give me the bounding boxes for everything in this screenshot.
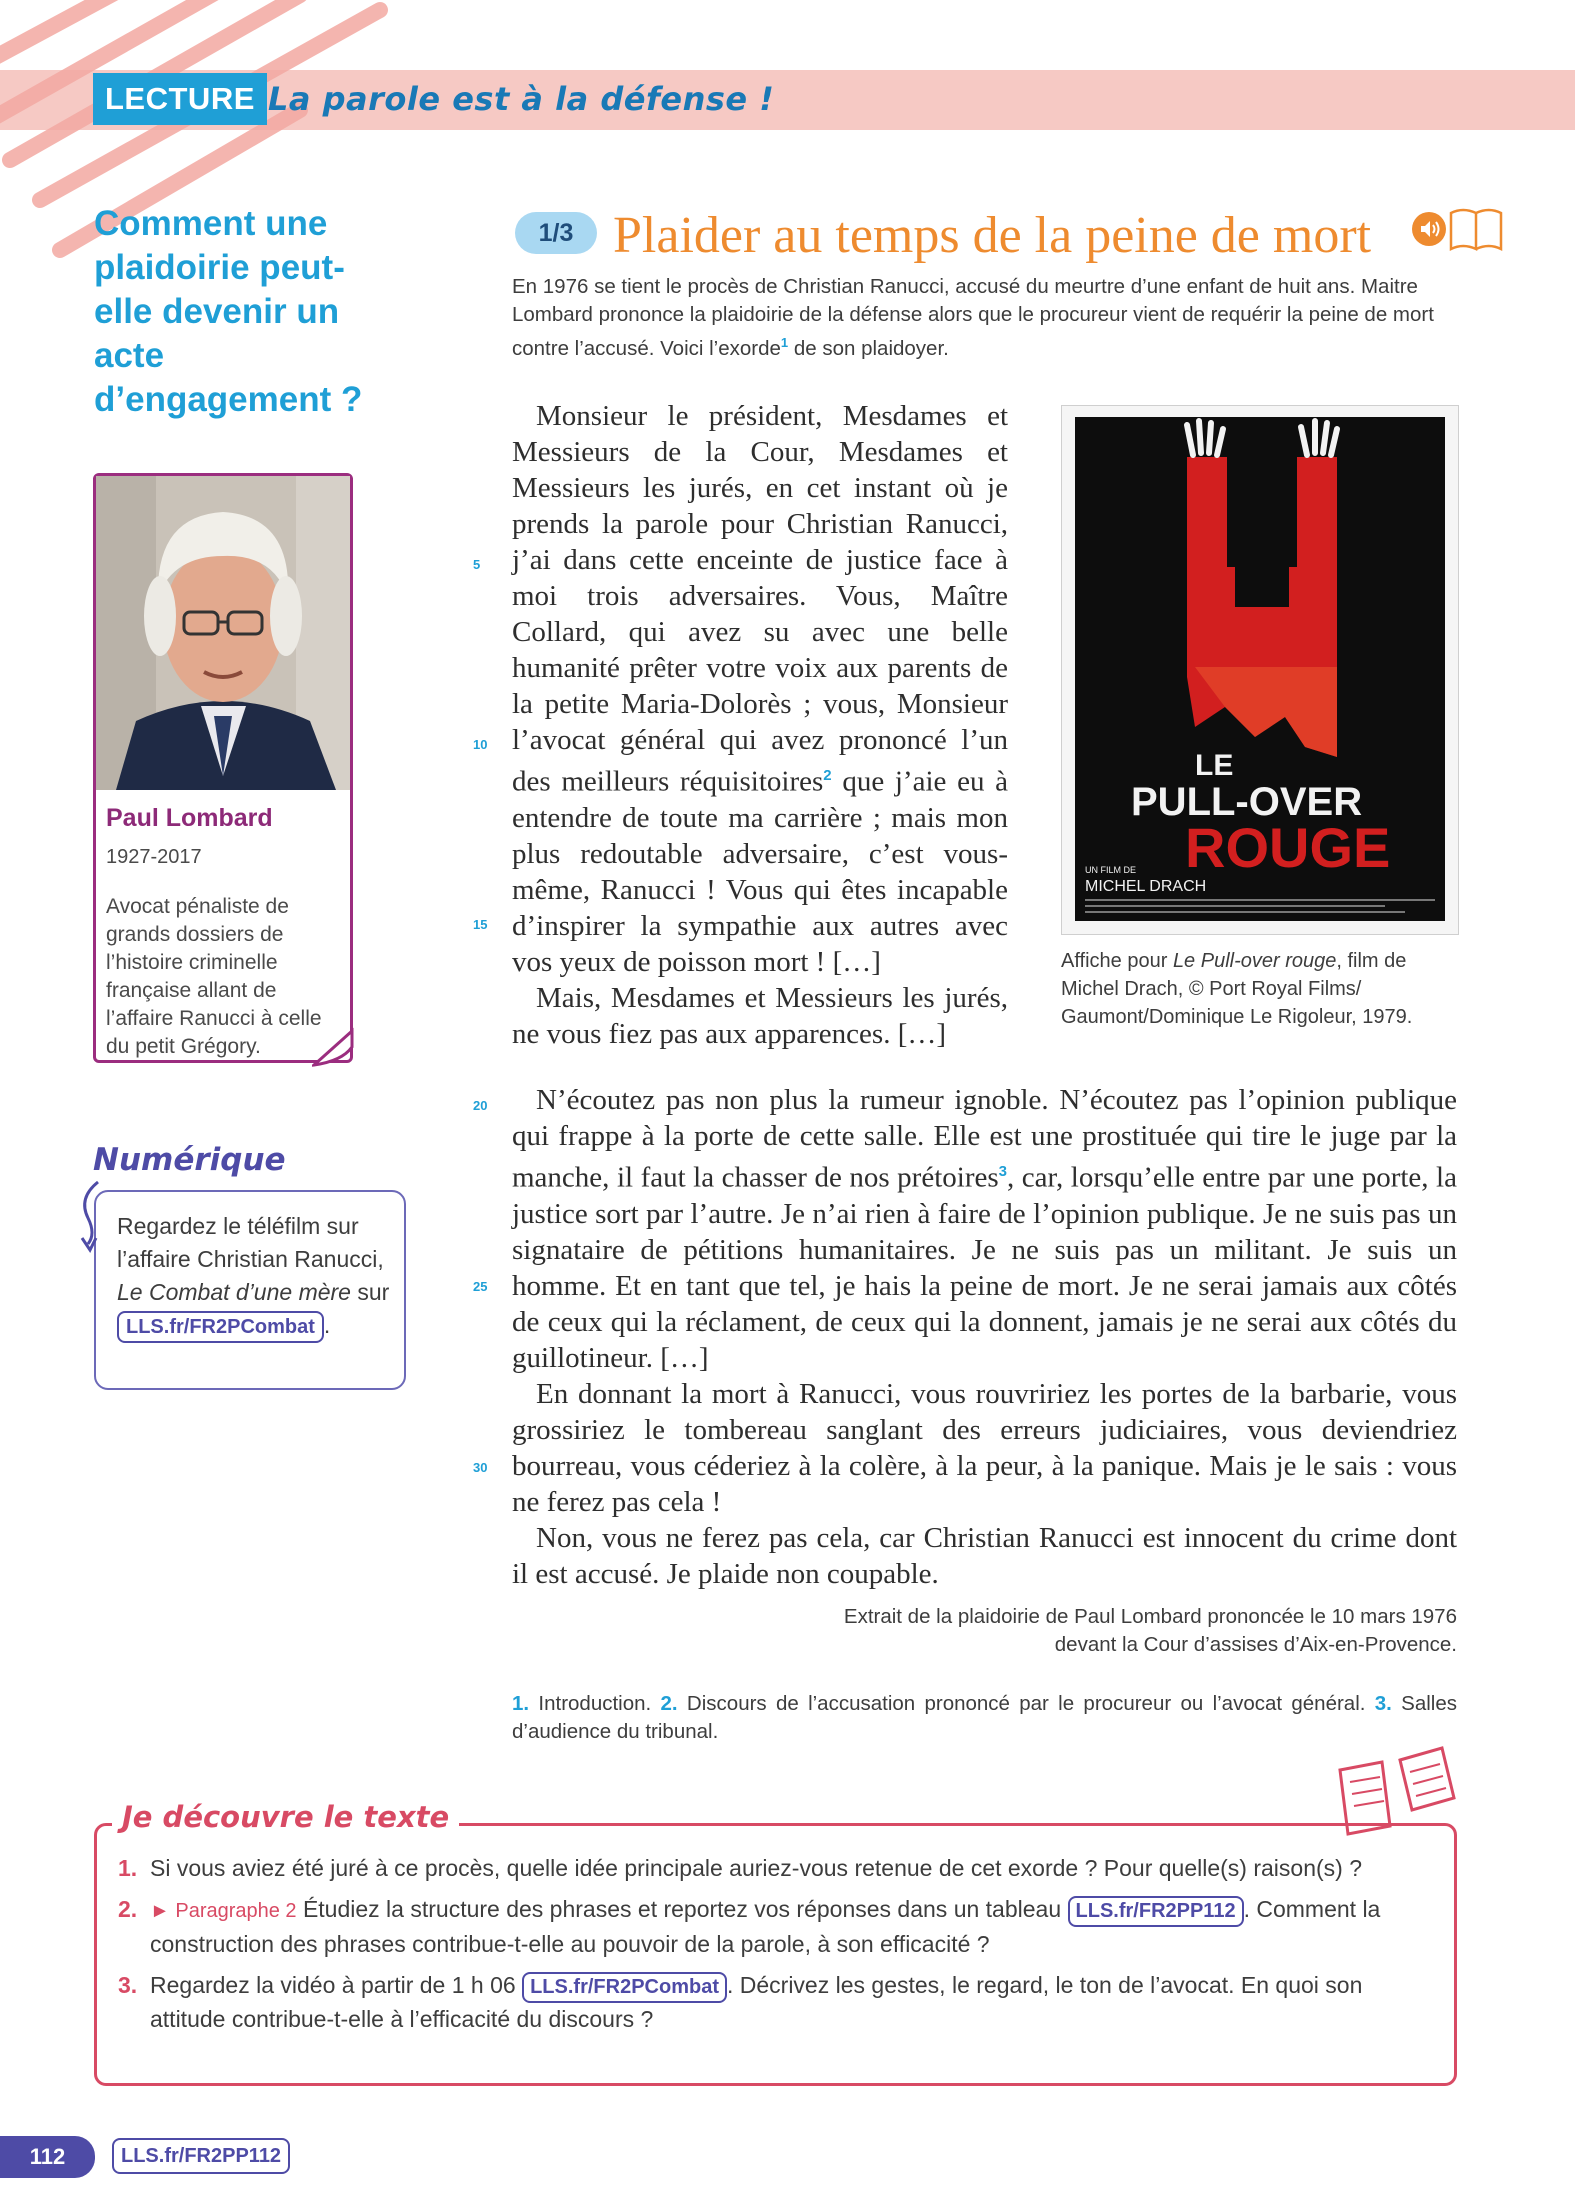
line-number: 10 [473, 737, 488, 752]
part-badge: 1/3 [515, 212, 597, 254]
questions-title: Je découvre le texte [112, 1800, 459, 1834]
question-text-before: Regardez la vidéo à partir de 1 h 06 [150, 1972, 523, 1998]
footnote-number: 3. [1374, 1692, 1392, 1715]
header-title: La parole est à la défense ! [268, 80, 775, 118]
line-number: 25 [473, 1279, 488, 1294]
numerique-text [117, 1210, 397, 1343]
line-number: 30 [473, 1460, 488, 1475]
numerique-end: . [323, 1312, 331, 1338]
line-number: 20 [473, 1098, 488, 1113]
question-number: 3. [118, 1972, 138, 1998]
poster-title-pullover: PULL-OVER [1131, 780, 1363, 824]
page-title: Plaider au temps de la peine de mort [613, 207, 1372, 264]
speech-p3-b: , car, lorsqu’elle entre par une porte, la justice sort par l’autre. Je n’ai rien à faire de l’opinion publique. Je ne suis pas un signataire de pétitions humanitaires. Je ne suis pas un militant. Je suis un homme. Et en tant que tel, je hais la peine de mort. Je ne serai jamais aux côtés de ceux qui la réclament, de ceux qui la donnent, jamais je ne serai aux côtés du guillotineur. […] [512, 1161, 1457, 1374]
footnotes [512, 1690, 1457, 1746]
speech-paragraph-3 [512, 1082, 1457, 1376]
question-link[interactable]: LLS.fr/FR2PP112 [1068, 1896, 1244, 1927]
numerique-text-after: sur [350, 1279, 390, 1305]
numerique-text-before: Regardez le téléfilm sur l’affaire Christian Ranucci, [117, 1213, 384, 1272]
audio-icon[interactable] [1412, 212, 1446, 246]
question-link[interactable]: LLS.fr/FR2PCombat [522, 1972, 727, 2003]
poster-director: MICHEL DRACH [1085, 878, 1207, 895]
film-poster [1075, 417, 1445, 921]
poster-caption [1061, 947, 1461, 1031]
line-number: 15 [473, 917, 488, 932]
speech-narrow-column [512, 398, 1008, 1052]
speech-paragraph-2: Mais, Mesdames et Messieurs les jurés, ne vous fiez pas aux apparences. […] [512, 981, 1008, 1050]
intro-note: 1 [780, 335, 789, 350]
page-number: 112 [0, 2136, 95, 2178]
guiding-question: Comment une plaidoirie peut-elle devenir un acte d’engagement ? [94, 204, 363, 419]
paragraph-tag: ► Paragraphe 2 [150, 1900, 297, 1922]
poster-caption-after: , film de Michel Drach, © Port Royal Films/ Gaumont/Dominique Le Rigoleur, 1979. [1061, 950, 1413, 1028]
portrait-photo [96, 476, 350, 790]
poster-title-rouge: ROUGE [1185, 816, 1391, 879]
question-text: Si vous aviez été juré à ce procès, quelle idée principale auriez-vous retenue de cet exorde ? Pour quelle(s) raison(s) ? [150, 1855, 1362, 1881]
curved-arrow-icon [76, 1178, 116, 1268]
intro-before: En 1976 se tient le procès de Christian Ranucci, accusé du meurtre d’une enfant de huit ans. Maitre Lombard prononce la plaidoirie de la défense alors que le procureur vient de requérir la peine de mort contre l’accusé. Voici l’exorde [512, 275, 1434, 360]
question-text-after: . Comment la construction des phrases contribue-t-elle au pouvoir de la parole, à son efficacité ? [150, 1896, 1381, 1957]
footnote-text: Salles d’audience du tribunal. [512, 1692, 1457, 1743]
bio-description: Avocat pénaliste de grands dossiers de l’histoire criminelle française allant de l’affaire Ranucci à celle du petit Grégory. [106, 895, 322, 1058]
footnote-text: Introduction. [529, 1692, 661, 1715]
poster-caption-before: Affiche pour [1061, 950, 1173, 972]
footnote-text: Discours de l’accusation prononcé par le procureur ou l’avocat général. [677, 1692, 1375, 1715]
poster-director-small: UN FILM DE [1085, 865, 1137, 875]
bio-dates: 1927-2017 [106, 846, 202, 868]
source-credit [700, 1603, 1457, 1659]
speech-wide-column [512, 1082, 1457, 1592]
poster-title-le: LE [1195, 749, 1234, 782]
speech-note-2: 2 [823, 767, 832, 784]
source-line-2: devant la Cour d’assises d’Aix-en-Provence. [1054, 1633, 1457, 1656]
speech-p1-b: que j’aie eu à entendre de toute ma carrière ; mais mon plus redoutable adversaire, c’est vous-même, Ranucci ! Vous qui êtes incapable d’inspirer la sympathie aux autres avec vos yeux de poisson mort ! […] [512, 765, 1008, 978]
book-icon [1447, 199, 1505, 257]
intro-text [512, 273, 1457, 363]
source-line-1: Extrait de la plaidoirie de Paul Lombard prononcée le 10 mars 1976 [843, 1605, 1457, 1628]
question-text-after: . Décrivez les gestes, le regard, le ton de l’avocat. En quoi son attitude contribue-t-elle à l’efficacité du discours ? [150, 1972, 1363, 2032]
intro-after: de son plaidoyer. [788, 336, 949, 360]
speech-p3-a: N’écoutez pas non plus la rumeur ignoble. N’écoutez pas l’opinion publique qui frappe à la porte de cette salle. Elle est une prostituée qui tire le juge par la manche, il faut la chasser de nos prétoires [512, 1084, 1457, 1194]
poster-caption-title: Le Pull-over rouge [1172, 950, 1337, 972]
question-item [118, 1893, 1438, 1961]
bio-name: Paul Lombard [106, 804, 273, 832]
footnote-number: 2. [660, 1692, 678, 1715]
lecture-badge: LECTURE [93, 73, 267, 125]
numerique-link[interactable]: LLS.fr/FR2PCombat [117, 1311, 324, 1343]
footer-link-wrap [112, 2138, 290, 2174]
question-number: 1. [118, 1855, 138, 1881]
footer-link[interactable]: LLS.fr/FR2PP112 [112, 2138, 290, 2174]
numerique-film-title: Le Combat d’une mère [117, 1279, 351, 1305]
numerique-title: Numérique [93, 1142, 286, 1178]
speech-paragraph-1 [512, 398, 1008, 980]
line-number: 5 [473, 557, 481, 572]
footnote-number: 1. [512, 1692, 530, 1715]
speech-paragraph-5: Non, vous ne ferez pas cela, car Christian Ranucci est innocent du crime dont il est accusé. Je plaide non coupable. [512, 1521, 1457, 1590]
question-number: 2. [118, 1896, 138, 1922]
questions-list [118, 1852, 1438, 2044]
question-item [118, 1852, 1438, 1885]
speech-note-3: 3 [998, 1163, 1007, 1180]
speech-p1-a: Monsieur le président, Mesdames et Messieurs de la Cour, Mesdames et Messieurs les jurés, en cet instant où je prends la parole pour Christian Ranucci, j’ai dans cette enceinte de justice face à moi trois adversaires. Vous, Maître Collard, qui avez su avec une belle humanité prêter votre voix aux parents de la petite Maria-Dolorès ; vous, Monsieur l’avocat général qui avez prononcé l’un des meilleurs réquisitoires [512, 400, 1008, 798]
question-item [118, 1969, 1438, 2036]
speech-paragraph-4: En donnant la mort à Ranucci, vous rouvririez les portes de la barbarie, vous grossiriez le tombereau sanglant des erreurs judiciaires, vous deviendriez bourreau, vous céderiez à la colère, à la peur, à la panique. Mais je le sais : vous ne ferez pas cela ! [512, 1377, 1457, 1518]
question-text-before: Étudiez la structure des phrases et reportez vos réponses dans un tableau [296, 1896, 1068, 1922]
page-curl-icon [312, 1027, 356, 1067]
